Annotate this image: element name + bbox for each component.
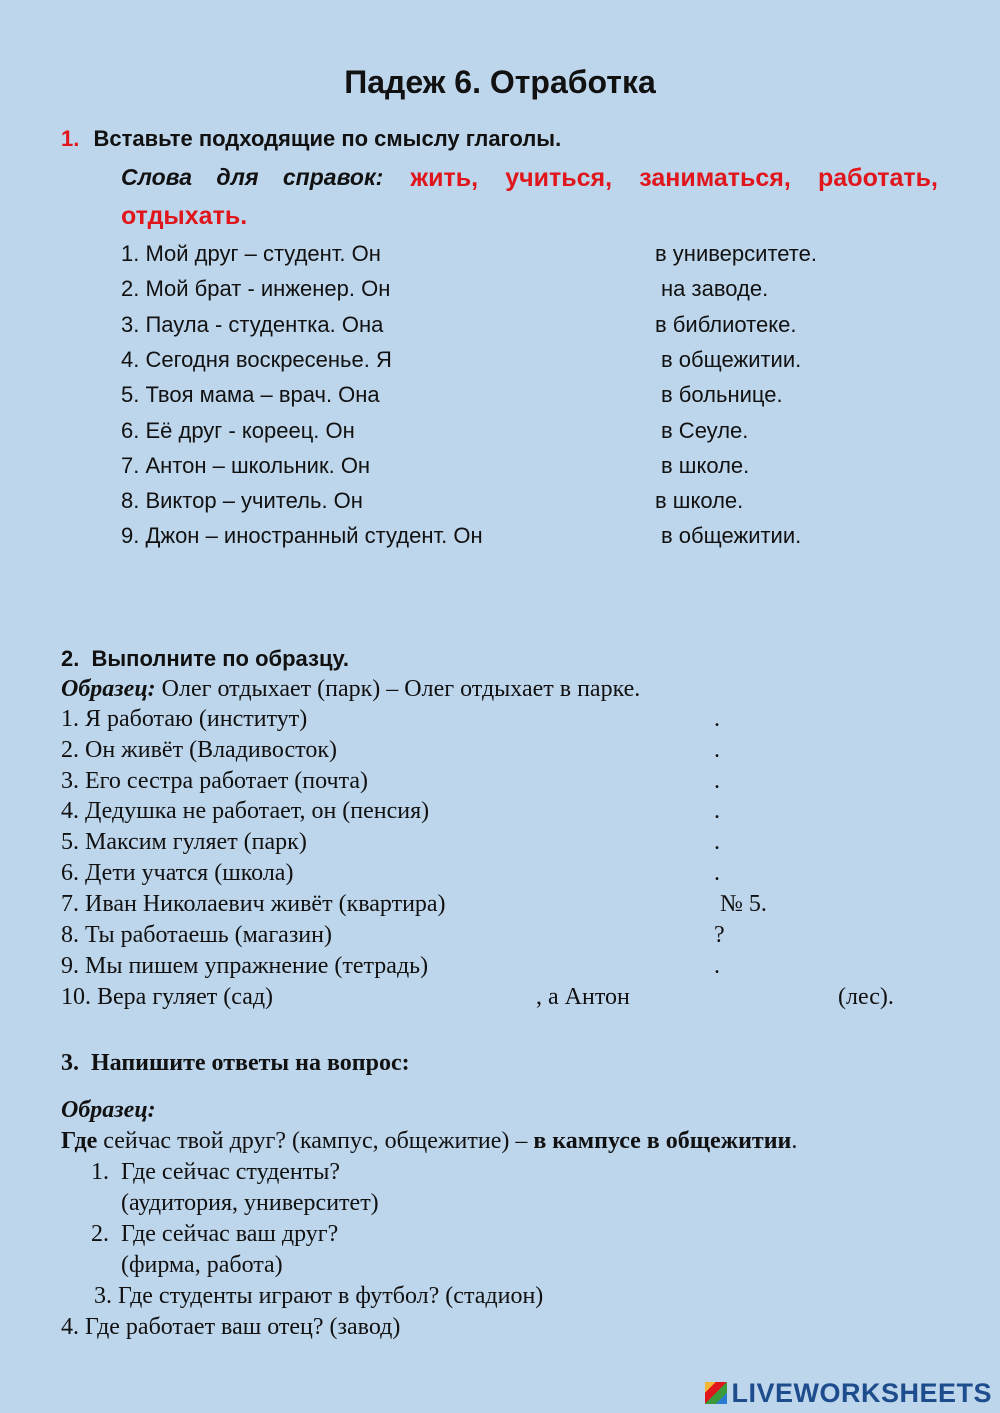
ex1-item-left: 5. Твоя мама – врач. Она	[121, 382, 380, 407]
liveworksheets-logo[interactable]	[705, 1378, 992, 1409]
ex2-item-middle: , а Антон	[536, 984, 630, 1010]
ex2-item-left: 10. Вера гуляет (сад)	[61, 984, 274, 1010]
ex1-item-left: 3. Паула - студентка. Она	[121, 312, 384, 337]
ex3-sample	[61, 1128, 797, 1155]
ref-word: заниматься,	[639, 164, 791, 192]
ex1-item-left: 1. Мой друг – студент. Он	[121, 241, 381, 266]
page-title: Падеж 6. Отработка	[344, 64, 656, 100]
ex2-sample-label: Образец:	[61, 676, 156, 702]
ex1-item-right: в общежитии.	[661, 523, 802, 548]
ex1-item-right: в больнице.	[661, 382, 783, 407]
ex1-heading-text: Вставьте подходящие по смыслу глаголы.	[93, 126, 562, 151]
logo-text: LIVEWORKSHEETS	[731, 1378, 992, 1408]
ex3-heading-text: Напишите ответы на вопрос:	[91, 1050, 410, 1076]
ex2-heading-text: Выполните по образцу.	[91, 646, 349, 671]
ex3-sample-end: .	[791, 1128, 798, 1154]
ex2-heading	[61, 646, 349, 672]
ex2-item-left: 5. Максим гуляет (парк)	[61, 829, 307, 855]
ex2-item-right: ?	[714, 922, 725, 948]
ex1-item-right: в общежитии.	[661, 347, 802, 372]
ex3-item-question: Где сейчас студенты?	[121, 1159, 341, 1185]
ex2-item-right: .	[714, 953, 720, 979]
ex2-item-left: 4. Дедушка не работает, он (пенсия)	[61, 798, 430, 824]
ex2-item-right: .	[714, 860, 720, 886]
ex3-heading	[61, 1050, 410, 1077]
ex3-number: 3.	[61, 1050, 79, 1076]
ex3-item-number: 2.	[91, 1221, 109, 1247]
ex2-item-right: .	[714, 798, 720, 824]
ex1-item-right: в школе.	[655, 488, 744, 513]
ex3-item-number: 1.	[91, 1159, 109, 1185]
ex1-item-left: 9. Джон – иностранный студент. Он	[121, 523, 483, 548]
ex1-item-left: 4. Сегодня воскресенье. Я	[121, 347, 392, 372]
ref-word: учиться,	[505, 164, 613, 192]
ex1-item-right: в школе.	[661, 453, 750, 478]
ref-word: жить,	[410, 164, 479, 192]
ex1-item-right: в библиотеке.	[655, 312, 797, 337]
ex2-item-right: № 5.	[720, 891, 767, 917]
ex2-item-left: 6. Дети учатся (школа)	[61, 860, 294, 886]
ex3-sample-answer: в кампусе в общежитии	[533, 1128, 792, 1154]
ex1-reference-words	[121, 164, 938, 193]
ex3-item: 3. Где студенты играют в футбол? (стадион)	[94, 1283, 544, 1309]
ex1-number: 1.	[61, 126, 80, 151]
ref-word: работать,	[817, 164, 938, 192]
ex3-sample-question: сейчас твой друг? (кампус, общежитие) –	[97, 1128, 534, 1154]
ex1-item-left: 7. Антон – школьник. Он	[121, 453, 371, 478]
ex1-item-left: 2. Мой брат - инженер. Он	[121, 276, 391, 301]
ex3-sample-label: Образец:	[61, 1097, 156, 1123]
ex2-item-right: (лес).	[838, 984, 894, 1010]
ex2-item-left: 9. Мы пишем упражнение (тетрадь)	[61, 953, 429, 979]
ex3-item-hint: (фирма, работа)	[121, 1252, 283, 1278]
ex1-reference-label: Слова для справок:	[121, 164, 384, 190]
ex2-item-left: 3. Его сестра работает (почта)	[61, 768, 369, 794]
ex2-sample	[61, 676, 640, 703]
ex2-item-right: .	[714, 768, 720, 794]
ex3-sample-where: Где	[61, 1128, 98, 1154]
ref-word: отдыхать.	[121, 202, 248, 230]
ex1-item-left: 8. Виктор – учитель. Он	[121, 488, 363, 513]
ex2-item-left: 8. Ты работаешь (магазин)	[61, 922, 332, 948]
ex2-item-right: .	[714, 737, 720, 763]
ex1-item-right: в Сеуле.	[661, 418, 749, 443]
ex1-item-left: 6. Её друг - кореец. Он	[121, 418, 355, 443]
ex2-item-right: .	[714, 829, 720, 855]
ex1-item-right: на заводе.	[661, 276, 769, 301]
ex3-item: 4. Где работает ваш отец? (завод)	[61, 1314, 401, 1340]
ex2-item-left: 1. Я работаю (институт)	[61, 706, 308, 732]
ex2-number: 2.	[61, 646, 80, 671]
ex3-item-hint: (аудитория, университет)	[121, 1190, 379, 1216]
ex2-sample-text: Олег отдыхает (парк) – Олег отдыхает в парке.	[161, 676, 641, 702]
ex3-item-question: Где сейчас ваш друг?	[121, 1221, 339, 1247]
logo-icon	[705, 1382, 727, 1404]
ex2-item-right: .	[714, 706, 720, 732]
ex1-item-right: в университете.	[655, 241, 817, 266]
ex1-heading	[61, 126, 561, 152]
ex2-item-left: 2. Он живёт (Владивосток)	[61, 737, 337, 763]
ex2-item-left: 7. Иван Николаевич живёт (квартира)	[61, 891, 446, 917]
